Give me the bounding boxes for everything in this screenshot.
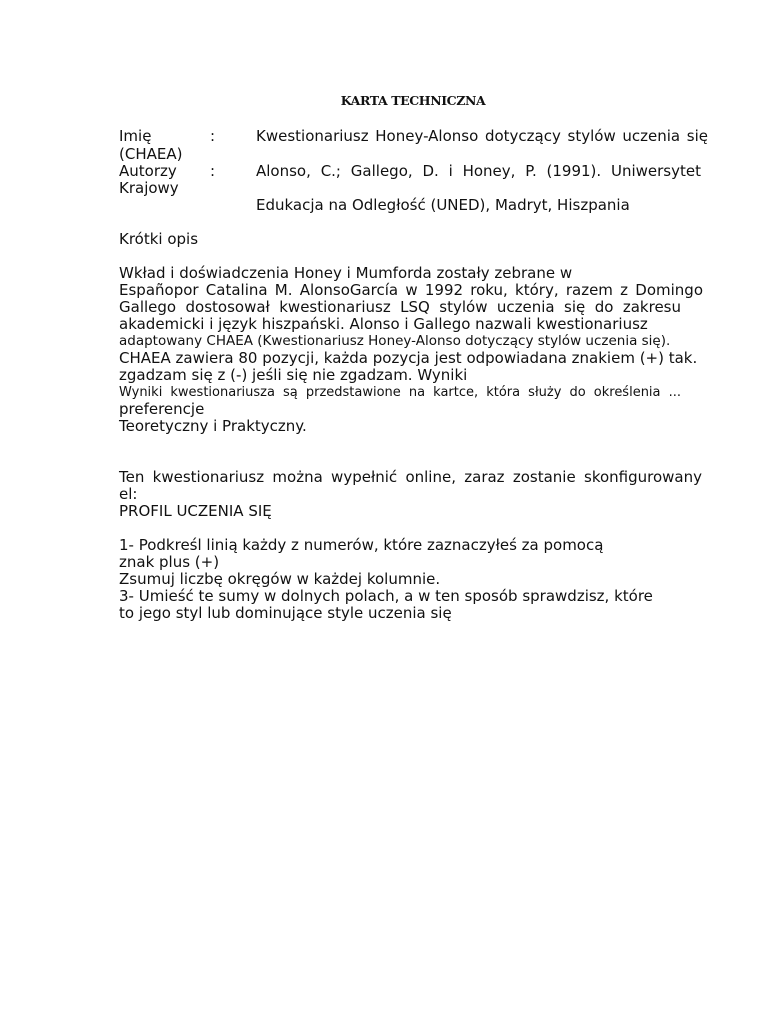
description-line: Wkład i doświadczenia Honey i Mumforda zostały zebrane w [119, 264, 573, 282]
description-line: zgadzam się z (-) jeśli się nie zgadzam. Wyniki [119, 366, 468, 384]
step-line: Zsumuj liczbę okręgów w każdej kolumnie. [119, 570, 441, 588]
authors-label-cont: Krajowy [119, 179, 179, 197]
step-line: to jego styl lub dominujące style uczenia się [119, 604, 452, 622]
name-value: Kwestionariusz Honey-Alonso dotyczący stylów uczenia się [256, 127, 708, 145]
authors-value-cont: Edukacja na Odległość (UNED), Madryt, Hiszpania [256, 196, 630, 214]
description-line: akademicki i język hiszpański. Alonso i Gallego nazwali kwestionariusz [119, 315, 648, 333]
profile-heading: PROFIL UCZENIA SIĘ [119, 502, 272, 520]
step-line: znak plus (+) [119, 553, 220, 571]
description-line: Gallego dostosował kwestionariusz LSQ stylów uczenia się do zakresu [119, 298, 681, 316]
description-line: CHAEA zawiera 80 pozycji, każda pozycja jest odpowiadana znakiem (+) tak. [119, 349, 698, 367]
description-line: adaptowany CHAEA (Kwestionariusz Honey-Alonso dotyczący stylów uczenia się). [119, 333, 671, 349]
name-colon: : [210, 127, 216, 145]
online-line: el: [119, 485, 138, 503]
authors-label: Autorzy [119, 162, 177, 180]
short-description-heading: Krótki opis [119, 230, 199, 248]
description-line: Teoretyczny i Praktyczny. [119, 417, 307, 435]
step-line: 1- Podkreśl linią każdy z numerów, które zaznaczyłeś za pomocą [119, 536, 604, 554]
name-label-cont: (CHAEA) [119, 145, 183, 163]
description-line: Españopor Catalina M. AlonsoGarcía w 1992 roku, który, razem z Domingo [119, 281, 703, 299]
authors-value: Alonso, C.; Gallego, D. i Honey, P. (1991). Uniwersytet [256, 162, 701, 180]
document-title: KARTA TECHNICZNA [340, 93, 486, 108]
description-line: preferencje [119, 400, 205, 418]
description-line: Wyniki kwestionariusza są przedstawione na kartce, która służy do określenia ... [119, 385, 681, 400]
online-line: Ten kwestionariusz można wypełnić online, zaraz zostanie skonfigurowany [119, 468, 702, 486]
step-line: 3- Umieść te sumy w dolnych polach, a w ten sposób sprawdzisz, które [119, 587, 653, 605]
name-label: Imię [119, 127, 152, 145]
authors-colon: : [210, 162, 216, 180]
